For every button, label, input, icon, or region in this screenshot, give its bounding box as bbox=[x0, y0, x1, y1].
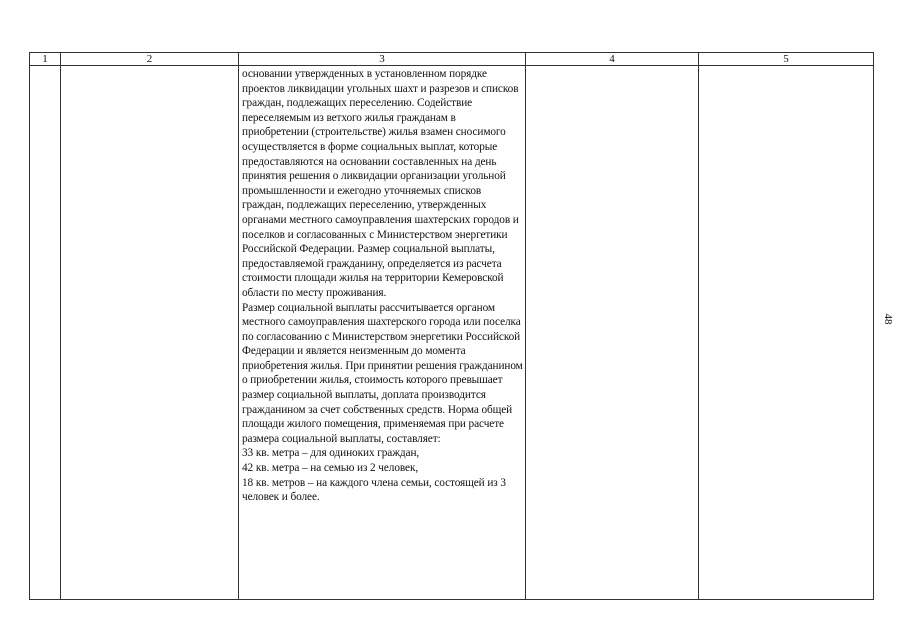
measure-description bbox=[239, 66, 525, 505]
column-header-3: 3 bbox=[239, 53, 526, 66]
cell-col-5 bbox=[699, 66, 874, 600]
table-row bbox=[30, 66, 874, 600]
column-header-4: 4 bbox=[526, 53, 699, 66]
cell-col-2 bbox=[61, 66, 239, 600]
page-number: 48 bbox=[882, 313, 894, 325]
column-header-1: 1 bbox=[30, 53, 61, 66]
column-header-2: 2 bbox=[61, 53, 239, 66]
table-header-row bbox=[30, 53, 874, 66]
list-item: 33 кв. метра – для одиноких граждан, bbox=[242, 447, 420, 460]
list-item: 18 кв. метров – на каждого члена семьи, состоящей из 3 человек и более. bbox=[242, 476, 506, 504]
program-table bbox=[29, 52, 874, 600]
column-header-5: 5 bbox=[699, 53, 874, 66]
cell-col-4 bbox=[526, 66, 699, 600]
paragraph: основании утвержденных в установленном порядке проектов ликвидации угольных шахт и разрезов и списков граждан, подлежащих переселению. Содействие переселяемым из ветхого жилья гражданам в приобретении (строительстве) жилья взамен сносимого осуществляется в форме социальных выплат, которые предоставляются на основании составленных на день принятия решения о ликвидации организации угольной промышленности и ежегодно уточняемых списков граждан, подлежащих переселению, утвержденных органами местного самоуправления шахтерских городов и поселков и согласованных с Министерством энергетики Российской Федерации. Размер социальной выплаты, предоставляемой гражданину, определяется из расчета стоимости площади жилья на территории Кемеровской области по месту проживания. bbox=[242, 68, 519, 299]
list-item: 42 кв. метра – на семью из 2 человек, bbox=[242, 462, 419, 475]
cell-col-3 bbox=[239, 66, 526, 600]
cell-col-1 bbox=[30, 66, 61, 600]
paragraph: Размер социальной выплаты рассчитывается органом местного самоуправления шахтерского города или поселка по согласованию с Министерством энергетики Российской Федерации и является неизменным до момента приобретения жилья. При принятии решения гражданином о приобретении жилья, стоимость которого превышает размер социальной выплаты, доплата производится гражданином за счет собственных средств. Норма общей площади жилого помещения, применяемая при расчете размера социальной выплаты, составляет: bbox=[242, 301, 523, 445]
